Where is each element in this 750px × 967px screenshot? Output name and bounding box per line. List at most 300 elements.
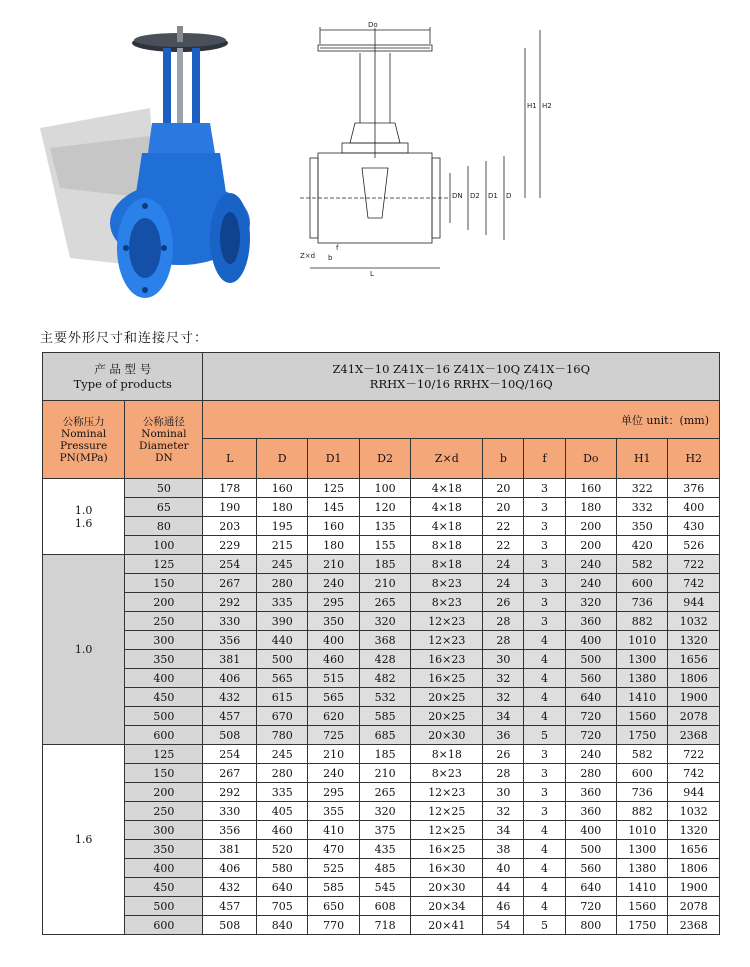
table-cell: 267 [203,574,257,593]
table-cell: 335 [256,783,307,802]
table-cell: 500 [256,650,307,669]
table-cell: 400 [668,498,720,517]
column-header: H1 [617,439,668,479]
table-cell: 229 [203,536,257,555]
table-cell: 28 [483,764,524,783]
table-cell: 160 [308,517,359,536]
dn-cell: 150 [125,574,203,593]
table-cell: 526 [668,536,720,555]
table-cell: 185 [359,555,410,574]
table-cell: 2368 [668,726,720,745]
table-cell: 22 [483,536,524,555]
pressure-group-label [43,745,125,935]
table-cell: 3 [524,536,565,555]
table-cell: 245 [256,745,307,764]
table-cell: 944 [668,593,720,612]
pressure-value: 1.0 [74,503,93,517]
label-d2: D2 [470,192,480,200]
dn-cell: 500 [125,897,203,916]
label-dn: DN [452,192,463,200]
table-cell: 608 [359,897,410,916]
table-cell: 254 [203,555,257,574]
table-row [43,612,720,631]
table-cell: 560 [565,859,616,878]
dn-en-3: DN [155,451,173,464]
dn-cell: 350 [125,840,203,859]
table-cell: 203 [203,517,257,536]
table-row [43,650,720,669]
table-cell: 381 [203,650,257,669]
table-cell: 800 [565,916,616,935]
dn-cn: 公称通径 [142,415,185,428]
column-header: Do [565,439,616,479]
table-cell: 190 [203,498,257,517]
table-cell: 1750 [617,726,668,745]
column-header: L [203,439,257,479]
table-cell: 5 [524,916,565,935]
table-cell: 135 [359,517,410,536]
table-cell: 320 [359,802,410,821]
label-do: Do [368,21,378,29]
table-cell: 736 [617,783,668,802]
table-cell: 1032 [668,802,720,821]
table-cell: 3 [524,745,565,764]
table-cell: 320 [565,593,616,612]
column-header: H2 [668,439,720,479]
dimension-table [42,352,720,935]
table-cell: 20×41 [411,916,483,935]
table-cell: 3 [524,764,565,783]
table-cell: 376 [668,479,720,498]
table-cell: 125 [308,479,359,498]
table-cell: 16×25 [411,669,483,688]
table-cell: 420 [617,536,668,555]
table-cell: 580 [256,859,307,878]
table-cell: 685 [359,726,410,745]
table-cell: 500 [565,840,616,859]
table-cell: 28 [483,612,524,631]
table-cell: 3 [524,783,565,802]
table-cell: 20×34 [411,897,483,916]
column-header: D2 [359,439,410,479]
table-cell: 356 [203,631,257,650]
table-cell: 160 [565,479,616,498]
table-cell: 12×23 [411,612,483,631]
table-cell: 600 [617,764,668,783]
table-cell: 432 [203,688,257,707]
table-cell: 180 [308,536,359,555]
column-header: D [256,439,307,479]
table-cell: 1656 [668,650,720,669]
table-cell: 36 [483,726,524,745]
table-row [43,688,720,707]
valve-dimension-drawing [300,18,560,288]
table-cell: 1900 [668,688,720,707]
table-cell: 100 [359,479,410,498]
table-cell: 582 [617,555,668,574]
table-cell: 120 [359,498,410,517]
table-cell: 40 [483,859,524,878]
table-cell: 4 [524,859,565,878]
table-cell: 1900 [668,878,720,897]
table-cell: 330 [203,802,257,821]
table-cell: 435 [359,840,410,859]
table-cell: 20 [483,498,524,517]
table-cell: 3 [524,802,565,821]
dn-cell: 125 [125,555,203,574]
label-f: f [336,244,339,252]
pressure-value: 1.6 [74,516,93,530]
table-cell: 1010 [617,821,668,840]
table-cell: 267 [203,764,257,783]
table-cell: 640 [256,878,307,897]
dn-cell: 450 [125,878,203,897]
models-line-1: Z41X－10 Z41X－16 Z41X－10Q Z41X－16Q [332,361,591,376]
table-cell: 32 [483,669,524,688]
table-cell: 210 [359,764,410,783]
table-row [43,840,720,859]
table-cell: 178 [203,479,257,498]
table-cell: 742 [668,574,720,593]
table-cell: 1380 [617,859,668,878]
table-cell: 457 [203,897,257,916]
column-header: Z×d [411,439,483,479]
table-cell: 4 [524,878,565,897]
table-cell: 4 [524,631,565,650]
table-cell: 1380 [617,669,668,688]
table-cell: 20×25 [411,688,483,707]
table-cell: 2078 [668,707,720,726]
table-row [43,669,720,688]
table-row [43,802,720,821]
table-cell: 280 [256,574,307,593]
table-cell: 335 [256,593,307,612]
dn-cell: 400 [125,859,203,878]
table-cell: 565 [308,688,359,707]
table-cell: 406 [203,859,257,878]
table-cell: 520 [256,840,307,859]
table-cell: 195 [256,517,307,536]
label-d: D [506,192,512,200]
table-cell: 8×23 [411,764,483,783]
table-cell: 650 [308,897,359,916]
table-cell: 457 [203,707,257,726]
table-cell: 20×30 [411,878,483,897]
dn-cell: 300 [125,631,203,650]
table-cell: 295 [308,783,359,802]
product-type-header [43,353,203,401]
table-cell: 532 [359,688,410,707]
table-cell: 292 [203,783,257,802]
dn-cell: 300 [125,821,203,840]
dn-cell: 150 [125,764,203,783]
table-cell: 332 [617,498,668,517]
table-cell: 670 [256,707,307,726]
table-cell: 1410 [617,878,668,897]
table-cell: 46 [483,897,524,916]
pressure-value: 1.0 [74,643,93,656]
table-cell: 20×30 [411,726,483,745]
table-cell: 44 [483,878,524,897]
table-row [43,479,720,498]
table-cell: 368 [359,631,410,650]
dn-cell: 125 [125,745,203,764]
table-cell: 1320 [668,631,720,650]
table-cell: 4 [524,897,565,916]
table-cell: 32 [483,688,524,707]
table-cell: 585 [359,707,410,726]
table-cell: 560 [565,669,616,688]
table-row [43,574,720,593]
dn-cell: 350 [125,650,203,669]
table-cell: 640 [565,688,616,707]
table-cell: 360 [565,612,616,631]
table-cell: 330 [203,612,257,631]
table-row [43,783,720,802]
table-cell: 460 [256,821,307,840]
table-row [43,897,720,916]
table-cell: 3 [524,479,565,498]
dn-cell: 400 [125,669,203,688]
table-cell: 3 [524,517,565,536]
pn-header [43,401,125,479]
table-cell: 882 [617,802,668,821]
table-cell: 3 [524,593,565,612]
table-cell: 20 [483,479,524,498]
label-h2: H2 [542,102,552,110]
table-cell: 210 [308,555,359,574]
table-cell: 615 [256,688,307,707]
table-cell: 4 [524,688,565,707]
table-cell: 3 [524,612,565,631]
table-cell: 1656 [668,840,720,859]
table-cell: 350 [308,612,359,631]
table-row [43,764,720,783]
table-cell: 24 [483,555,524,574]
table-cell: 210 [359,574,410,593]
table-cell: 12×23 [411,783,483,802]
table-cell: 432 [203,878,257,897]
table-cell: 460 [308,650,359,669]
table-cell: 722 [668,745,720,764]
table-cell: 840 [256,916,307,935]
table-cell: 508 [203,726,257,745]
table-cell: 944 [668,783,720,802]
table-cell: 1560 [617,897,668,916]
table-cell: 356 [203,821,257,840]
table-row [43,555,720,574]
table-cell: 16×23 [411,650,483,669]
table-row [43,916,720,935]
table-cell: 600 [617,574,668,593]
table-cell: 34 [483,707,524,726]
table-cell: 482 [359,669,410,688]
pressure-group-label [43,479,125,555]
table-cell: 882 [617,612,668,631]
dn-en-1: Nominal [141,427,187,440]
table-cell: 200 [565,536,616,555]
table-cell: 12×25 [411,821,483,840]
table-cell: 428 [359,650,410,669]
table-cell: 240 [308,574,359,593]
table-row [43,859,720,878]
dn-cell: 450 [125,688,203,707]
table-cell: 430 [668,517,720,536]
table-cell: 8×18 [411,745,483,764]
table-cell: 720 [565,726,616,745]
dn-cell: 80 [125,517,203,536]
table-row [43,593,720,612]
table-cell: 295 [308,593,359,612]
table-cell: 8×23 [411,574,483,593]
table-cell: 1410 [617,688,668,707]
unit-label: 单位 unit：(mm) [203,401,720,439]
table-cell: 200 [565,517,616,536]
table-cell: 30 [483,783,524,802]
product-type-en: Type of products [73,376,172,391]
label-d1: D1 [488,192,498,200]
table-cell: 406 [203,669,257,688]
table-cell: 470 [308,840,359,859]
table-cell: 12×25 [411,802,483,821]
table-row [43,745,720,764]
table-cell: 245 [256,555,307,574]
table-cell: 742 [668,764,720,783]
table-cell: 12×23 [411,631,483,650]
table-cell: 240 [565,574,616,593]
table-cell: 180 [256,498,307,517]
table-cell: 5 [524,726,565,745]
table-cell: 265 [359,593,410,612]
table-cell: 720 [565,707,616,726]
table-cell: 26 [483,745,524,764]
label-l: L [370,270,374,278]
table-cell: 254 [203,745,257,764]
table-cell: 32 [483,802,524,821]
column-header: D1 [308,439,359,479]
table-cell: 565 [256,669,307,688]
table-row [43,878,720,897]
dn-cell: 50 [125,479,203,498]
table-cell: 4×18 [411,517,483,536]
table-cell: 240 [308,764,359,783]
table-cell: 508 [203,916,257,935]
label-zd: Z×d [300,252,316,260]
table-cell: 381 [203,840,257,859]
table-cell: 400 [308,631,359,650]
table-cell: 400 [565,631,616,650]
table-cell: 485 [359,859,410,878]
table-cell: 16×30 [411,859,483,878]
table-cell: 770 [308,916,359,935]
models-cell [203,353,720,401]
table-cell: 54 [483,916,524,935]
table-cell: 390 [256,612,307,631]
table-cell: 34 [483,821,524,840]
table-cell: 4×18 [411,498,483,517]
table-row [43,536,720,555]
dn-cell: 500 [125,707,203,726]
table-cell: 582 [617,745,668,764]
table-cell: 8×23 [411,593,483,612]
table-cell: 240 [565,745,616,764]
table-cell: 2078 [668,897,720,916]
table-cell: 1300 [617,650,668,669]
section-caption: 主要外形尺寸和连接尺寸： [40,331,209,346]
table-cell: 210 [308,745,359,764]
table-cell: 4 [524,707,565,726]
valve-product-photo [30,18,290,308]
table-cell: 4 [524,821,565,840]
table-cell: 360 [565,783,616,802]
column-header: b [483,439,524,479]
table-cell: 1032 [668,612,720,631]
dn-cell: 200 [125,783,203,802]
dn-en-2: Diameter [139,439,189,452]
table-cell: 780 [256,726,307,745]
table-cell: 350 [617,517,668,536]
table-cell: 280 [565,764,616,783]
table-row [43,821,720,840]
table-cell: 720 [565,897,616,916]
table-cell: 1560 [617,707,668,726]
table-cell: 215 [256,536,307,555]
table-cell: 160 [256,479,307,498]
dn-cell: 600 [125,916,203,935]
table-cell: 705 [256,897,307,916]
dn-cell: 65 [125,498,203,517]
table-cell: 26 [483,593,524,612]
dn-cell: 250 [125,802,203,821]
table-cell: 24 [483,574,524,593]
table-cell: 722 [668,555,720,574]
table-cell: 4 [524,650,565,669]
table-cell: 375 [359,821,410,840]
table-cell: 8×18 [411,536,483,555]
table-cell: 500 [565,650,616,669]
table-cell: 545 [359,878,410,897]
table-cell: 280 [256,764,307,783]
table-cell: 320 [359,612,410,631]
table-cell: 38 [483,840,524,859]
table-cell: 725 [308,726,359,745]
product-type-cn: 产 品 型 号 [94,361,152,376]
table-cell: 1010 [617,631,668,650]
models-line-2: RRHX－10/16 RRHX－10Q/16Q [369,376,553,391]
table-cell: 240 [565,555,616,574]
label-h1: H1 [527,102,537,110]
table-cell: 515 [308,669,359,688]
table-cell: 405 [256,802,307,821]
table-cell: 3 [524,555,565,574]
table-row [43,631,720,650]
table-row [43,726,720,745]
table-cell: 145 [308,498,359,517]
table-cell: 265 [359,783,410,802]
table-cell: 28 [483,631,524,650]
table-cell: 30 [483,650,524,669]
table-cell: 1806 [668,859,720,878]
table-cell: 4×18 [411,479,483,498]
table-cell: 736 [617,593,668,612]
table-cell: 718 [359,916,410,935]
table-cell: 640 [565,878,616,897]
table-cell: 1750 [617,916,668,935]
table-cell: 4 [524,840,565,859]
table-cell: 2368 [668,916,720,935]
table-cell: 3 [524,574,565,593]
table-cell: 440 [256,631,307,650]
